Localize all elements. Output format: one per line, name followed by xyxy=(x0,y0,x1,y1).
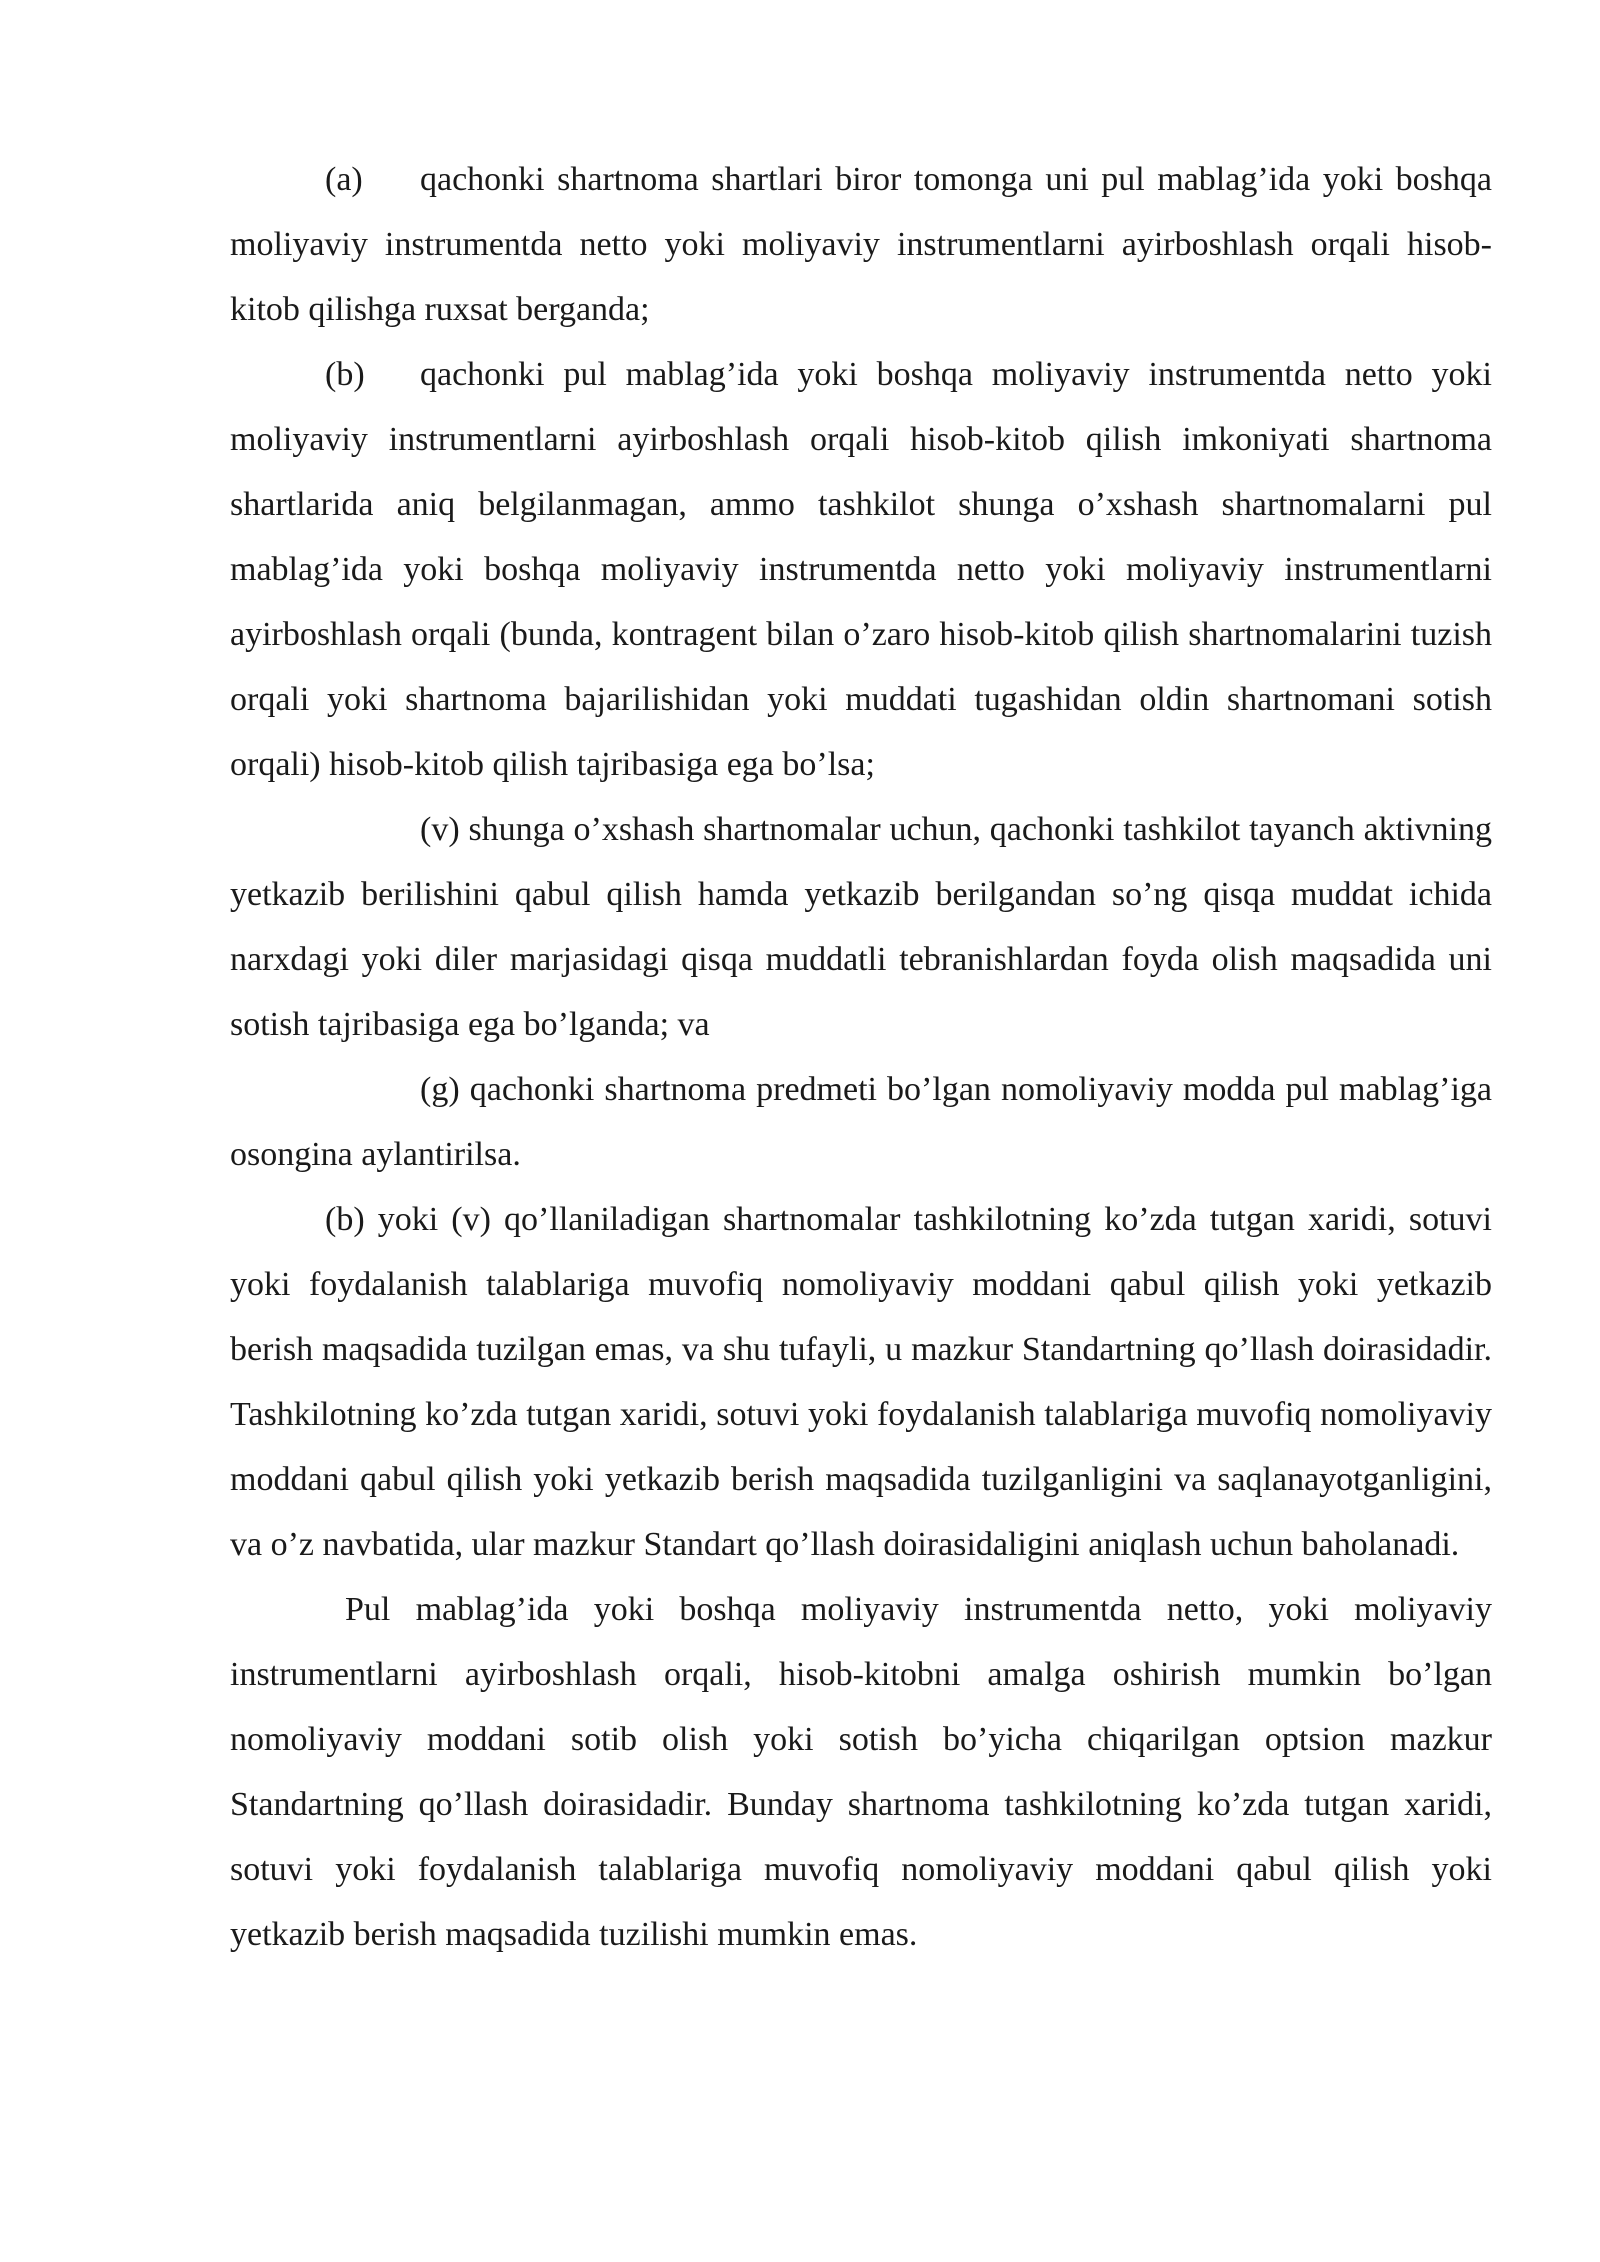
list-marker: (v) xyxy=(420,811,460,848)
list-item-g xyxy=(230,1057,1492,1187)
body-paragraph: Pul mablag’ida yoki boshqa moliyaviy instrumentda netto, yoki moliyaviy instrumentlarni ayirboshlash orqali, hisob-kitobni amalga oshirish mumkin bo’lgan nomoliyaviy moddani sotib olish yoki sotish bo’yicha chiqarilgan optsion mazkur Standartning qo’llash doirasidadir. Bunday shartnoma tashkilotning ko’zda tutgan xaridi, sotuvi yoki foydalanish talablariga muvofiq nomoliyaviy moddani qabul qilish yoki yetkazib berish maqsadida tuzilishi mumkin emas. xyxy=(230,1591,1492,1953)
list-marker: (g) xyxy=(420,1071,460,1108)
list-item-text: qachonki shartnoma shartlari biror tomonga uni pul mablag’ida yoki boshqa moliyaviy instrumentda netto yoki moliyaviy instrumentlarni ayirboshlash orqali hisob-kitob qilishga ruxsat berganda; xyxy=(230,161,1492,328)
list-item-b xyxy=(230,342,1492,797)
body-paragraph: (b) yoki (v) qo’llaniladigan shartnomalar tashkilotning ko’zda tutgan xaridi, sotuvi yoki foydalanish talablariga muvofiq nomoliyaviy moddani qabul qilish yoki yetkazib berish maqsadida tuzilgan emas, va shu tufayli, u mazkur Standartning qo’llash doirasidadir. Tashkilotning ko’zda tutgan xaridi, sotuvi yoki foydalanish talablariga muvofiq nomoliyaviy moddani qabul qilish yoki yetkazib berish maqsadida tuzilganligini va saqlanayotganligini, va o’z navbatida, ular mazkur Standart qo’llash doirasidaligini aniqlash uchun baholanadi. xyxy=(230,1201,1492,1563)
list-item-text: qachonki pul mablag’ida yoki boshqa moliyaviy instrumentda netto yoki moliyaviy instrumentlarni ayirboshlash orqali hisob-kitob qilish imkoniyati shartnoma shartlarida aniq belgilanmagan, ammo tashkilot shunga o’xshash shartnomalarni pul mablag’ida yoki boshqa moliyaviy instrumentda netto yoki moliyaviy instrumentlarni ayirboshlash orqali (bunda, kontragent bilan o’zaro hisob-kitob qilish shartnomalarini tuzish orqali yoki shartnoma bajarilishidan yoki muddati tugashidan oldin shartnomani sotish orqali) hisob-kitob qilish tajribasiga ega bo’lsa; xyxy=(230,356,1492,783)
list-item-a xyxy=(230,147,1492,342)
list-item-v xyxy=(230,797,1492,1057)
list-item-text: qachonki shartnoma predmeti bo’lgan nomoliyaviy modda pul mablag’iga osongina aylantirilsa. xyxy=(230,1071,1492,1173)
list-marker: (b) xyxy=(325,356,365,393)
list-marker: (a) xyxy=(325,161,363,198)
document-body xyxy=(230,147,1492,1967)
list-item-text: shunga o’xshash shartnomalar uchun, qachonki tashkilot tayanch aktivning yetkazib berilishini qabul qilish hamda yetkazib berilgandan so’ng qisqa muddat ichida narxdagi yoki diler marjasidagi qisqa muddatli tebranishlardan foyda olish maqsadida uni sotish tajribasiga ega bo’lganda; va xyxy=(230,811,1492,1043)
